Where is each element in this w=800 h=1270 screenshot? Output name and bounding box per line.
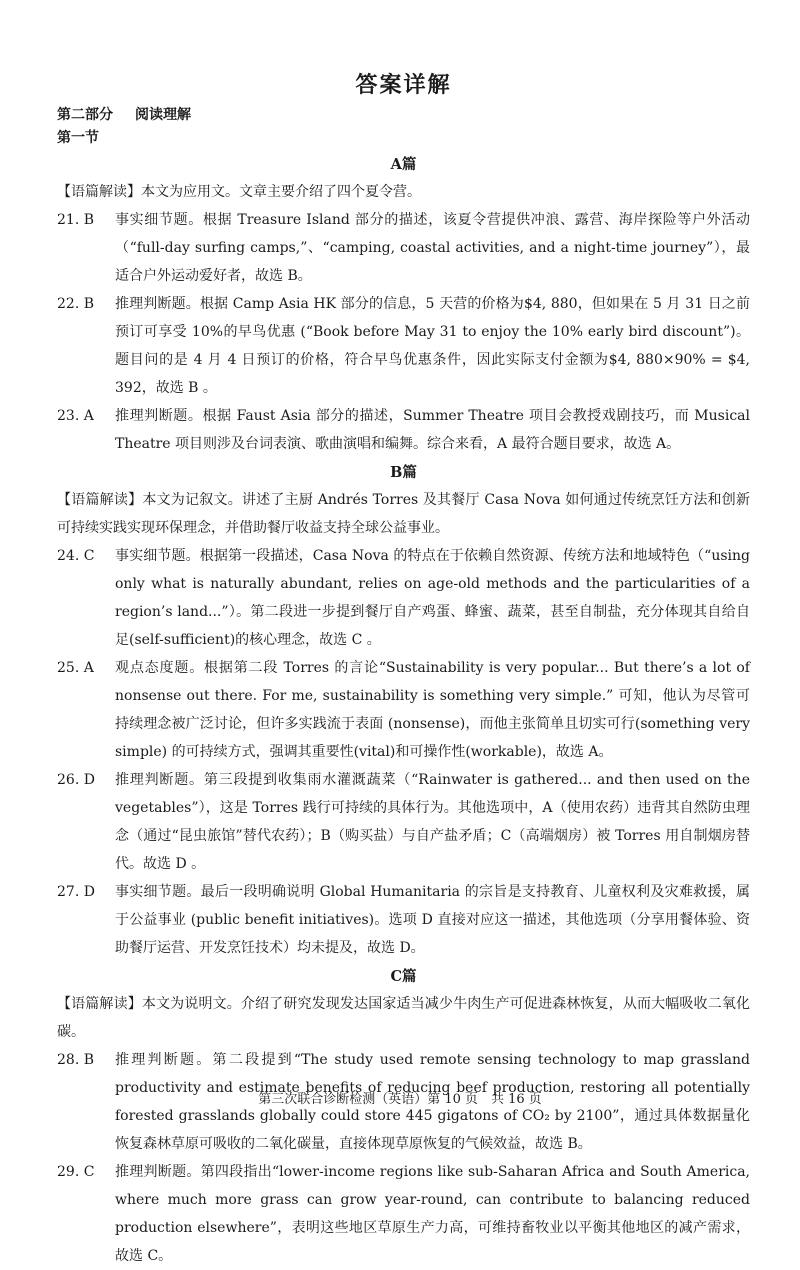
passage-intro: 【语篇解读】本文为说明文。介绍了研究发现发达国家适当减少牛肉生产可促进森林恢复，从而大幅吸收二氧化碳。: [57, 996, 750, 1040]
answer-explanation: 观点态度题。根据第二段 Torres 的言论“Sustainability is very popular... But there’s a lot of nonsense out there. For me, sustainability is something very simple.” 可知，他认为尽管可持续理念被广泛讨论，但许多实践流于表面 (nonsense)，而他主张简单且切实可行(something very simple) 的可持续方式，强调其重要性(vital)和可操作性(workable)，故选 A。: [115, 660, 750, 760]
passage-section: [57, 460, 750, 962]
answer-explanation: 事实细节题。根据 Treasure Island 部分的描述，该夏令营提供冲浪、露营、海岸探险等户外活动（“full-day surfing camps,”、“camping, coastal activities, and a night-time journey”），最适合户外运动爱好者，故选 B。: [115, 212, 750, 284]
answer-item: [57, 402, 750, 458]
passage-heading: B篇: [390, 464, 417, 481]
answer-number: 27. D: [57, 884, 95, 900]
answer-item: [57, 878, 750, 962]
answer-item: [57, 654, 750, 766]
answer-item: [57, 206, 750, 290]
answer-number: 29. C: [57, 1164, 95, 1180]
answer-item: [57, 290, 750, 402]
passage-intro: 【语篇解读】本文为应用文。文章主要介绍了四个夏令营。: [57, 184, 421, 200]
passage-intro: 【语篇解读】本文为记叙文。讲述了主厨 Andrés Torres 及其餐厅 Casa Nova 如何通过传统烹饪方法和创新可持续实践实现环保理念，并借助餐厅收益支持全球公益事业。: [57, 492, 750, 536]
passage-heading: C篇: [390, 968, 417, 985]
answer-number: 25. A: [57, 660, 94, 676]
answer-item: [57, 1158, 750, 1270]
part-heading: [57, 104, 750, 127]
answer-item: [57, 542, 750, 654]
answer-explanation: 事实细节题。根据第一段描述，Casa Nova 的特点在于依赖自然资源、传统方法和地域特色（“using only what is naturally abundant, relies on age-old methods and the particularities of a region’s land...”）。第二段进一步提到餐厅自产鸡蛋、蜂蜜、蔬菜，甚至自制盐，充分体现其自给自足(self-sufficient)的核心理念，故选 C 。: [115, 548, 750, 648]
passage-section: [57, 152, 750, 458]
page-footer: 第三次联合诊断检测（英语）第 10 页 共 16 页: [258, 1092, 542, 1107]
answer-explanation: 推理判断题。第二段提到“The study used remote sensing technology to map grassland productivity and estimate benefits of reducing beef production, restoring all potentially forested grasslands globally could store 445 gigatons of CO₂ by 2100”，通过具体数据量化恢复森林草原可吸收的二氧化碳量，直接体现草原恢复的气候效益，故选 B。: [115, 1052, 750, 1152]
answer-explanation: 事实细节题。最后一段明确说明 Global Humanitaria 的宗旨是支持教育、儿童权利及灾难救援，属于公益事业 (public benefit initiatives)。选项 D 直接对应这一描述，其他选项（分享用餐体验、资助餐厅运营、开发烹饪技术）均未提及，故选 D。: [115, 884, 750, 956]
answer-explanation: 推理判断题。第四段指出“lower-income regions like sub-Saharan Africa and South America, where much more grass can grow year-round, can contribute to balancing reduced production elsewhere”，表明这些地区草原生产力高，可维持畜牧业以平衡其他地区的减产需求，故选 C。: [115, 1164, 750, 1264]
part-label: 第二部分: [57, 107, 113, 123]
answer-number: 22. B: [57, 296, 95, 312]
answer-number: 26. D: [57, 772, 95, 788]
page-title: 答案详解: [355, 72, 452, 98]
answer-explanation: 推理判断题。根据 Camp Asia HK 部分的信息，5 天营的价格为$4, 880，但如果在 5 月 31 日之前预订可享受 10%的早鸟优惠 (“Book before May 31 to enjoy the 10% early bird discount”)。题目问的是 4 月 4 日预订的价格，符合早鸟优惠条件，因此实际支付金额为$4, 880×90% = $4, 392，故选 B 。: [115, 296, 750, 396]
answer-number: 28. B: [57, 1052, 95, 1068]
answer-number: 24. C: [57, 548, 95, 564]
answer-explanation: 推理判断题。第三段提到收集雨水灌溉蔬菜（“Rainwater is gathered... and then used on the vegetables”），这是 Torres 践行可持续的具体行为。其他选项中，A（使用农药）违背其自然防虫理念（通过“昆虫旅馆”替代农药）；B（购买盐）与自产盐矛盾；C（高端烟房）被 Torres 用自制烟房替代。故选 D 。: [115, 772, 750, 872]
answer-number: 21. B: [57, 212, 95, 228]
passage-section: [57, 964, 750, 1270]
answer-explanation: 推理判断题。根据 Faust Asia 部分的描述，Summer Theatre 项目会教授戏剧技巧，而 Musical Theatre 项目则涉及台词表演、歌曲演唱和编舞。综合来看，A 最符合题目要求，故选 A。: [115, 408, 750, 452]
answer-item: [57, 766, 750, 878]
answer-number: 23. A: [57, 408, 94, 424]
passage-heading: A篇: [390, 156, 417, 173]
subsection-heading: 第一节: [57, 130, 99, 146]
part-name: 阅读理解: [135, 107, 191, 123]
